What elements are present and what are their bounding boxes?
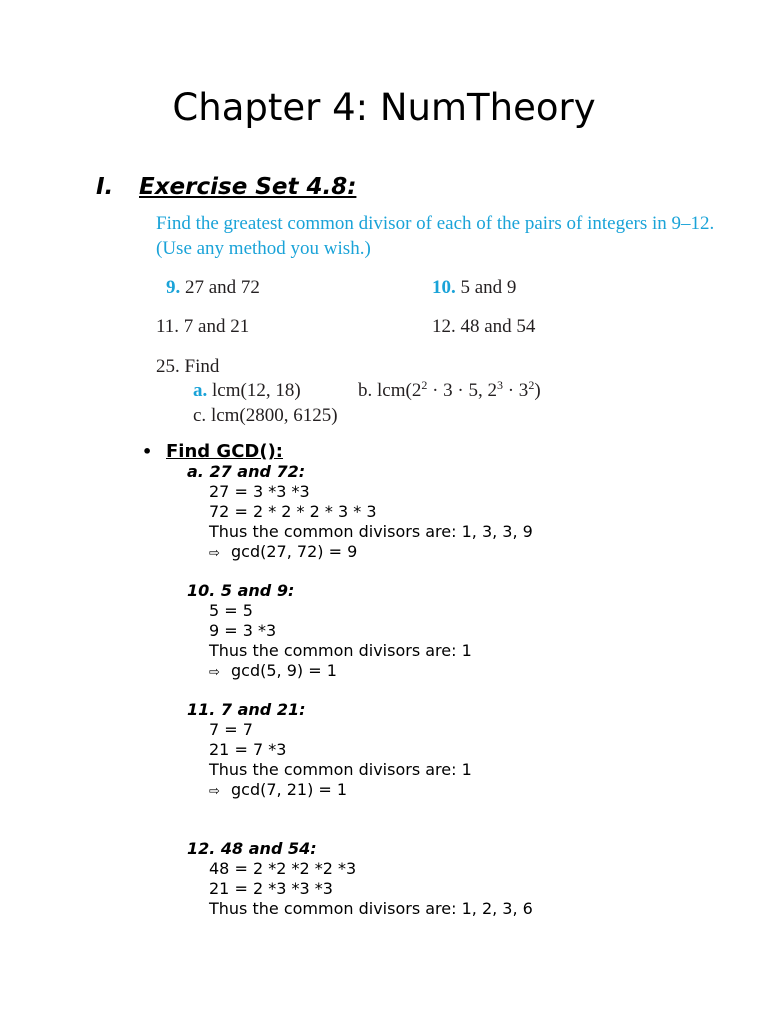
problem-number: 9.	[166, 277, 181, 298]
solution-heading: a. 27 and 72:	[187, 462, 306, 481]
problem-25a	[193, 379, 301, 403]
divisors-line: Thus the common divisors are: 1, 2, 3, 6	[209, 899, 533, 918]
arrow-icon: ⇨	[209, 665, 220, 680]
result-text: gcd(7, 21) = 1	[231, 780, 348, 799]
problem-25b	[358, 379, 541, 403]
factorization-line: 7 = 7	[209, 720, 253, 739]
section-heading	[96, 172, 356, 202]
solution-heading: 12. 48 and 54:	[187, 839, 317, 858]
problem-text: Find	[184, 356, 220, 377]
problem-12	[432, 315, 535, 339]
problem-25c	[193, 404, 338, 428]
factorization-line: 21 = 2 *3 *3 *3	[209, 879, 333, 898]
arrow-icon: ⇨	[209, 784, 220, 799]
exercise-instructions: Find the greatest common divisor of each of the pairs of integers in 9–12. (Use any method you wish.)	[156, 213, 715, 259]
factorization-line: 27 = 3 *3 *3	[209, 482, 310, 501]
factorization-line: 5 = 5	[209, 601, 253, 620]
result-line	[209, 780, 347, 802]
problem-9	[166, 276, 260, 300]
arrow-icon: ⇨	[209, 546, 220, 561]
divisors-line: Thus the common divisors are: 1, 3, 3, 9	[209, 522, 533, 541]
problem-number: 25.	[156, 356, 180, 377]
problem-text: 5 and 9	[460, 277, 517, 298]
result-line	[209, 661, 337, 683]
part-text: $lcm(2^2 \cdot 3 \cdot 5$, $2^3 \cdot 3^2$)	[377, 378, 541, 401]
factorization-line: 72 = 2 * 2 * 2 * 3 * 3	[209, 502, 377, 521]
factorization-line: 21 = 7 *3	[209, 740, 287, 759]
solutions-heading	[142, 440, 283, 464]
part-label: c.	[193, 405, 207, 426]
solution-heading: 11. 7 and 21:	[187, 700, 306, 719]
problem-text: 48 and 54	[460, 316, 536, 337]
result-line	[209, 542, 357, 564]
result-text: gcd(27, 72) = 9	[231, 542, 358, 561]
factorization-line: 9 = 3 *3	[209, 621, 277, 640]
problem-10	[432, 276, 516, 300]
problem-text: 7 and 21	[183, 316, 250, 337]
divisors-line: Thus the common divisors are: 1	[209, 641, 472, 660]
part-text: lcm(12, 18)	[212, 380, 301, 401]
section-numeral: I.	[96, 174, 114, 200]
section-heading-text: Exercise Set 4.8:	[139, 174, 357, 200]
factorization-line: 48 = 2 *2 *2 *2 *3	[209, 859, 357, 878]
problem-number: 11.	[156, 316, 180, 337]
part-label: b.	[358, 380, 373, 401]
divisors-line: Thus the common divisors are: 1	[209, 760, 472, 779]
bullet-icon: •	[142, 442, 153, 461]
solutions-heading-text: Find GCD():	[166, 441, 284, 462]
problem-25	[156, 355, 219, 379]
part-text: lcm(2800, 6125)	[210, 405, 338, 426]
part-label: a.	[193, 380, 208, 401]
problem-11	[156, 315, 249, 339]
problem-number: 12.	[432, 316, 456, 337]
result-text: gcd(5, 9) = 1	[231, 661, 337, 680]
problem-number: 10.	[432, 277, 456, 298]
solution-heading: 10. 5 and 9:	[187, 581, 295, 600]
page-title: Chapter 4: NumTheory	[172, 86, 596, 129]
problem-text: 27 and 72	[185, 277, 260, 298]
